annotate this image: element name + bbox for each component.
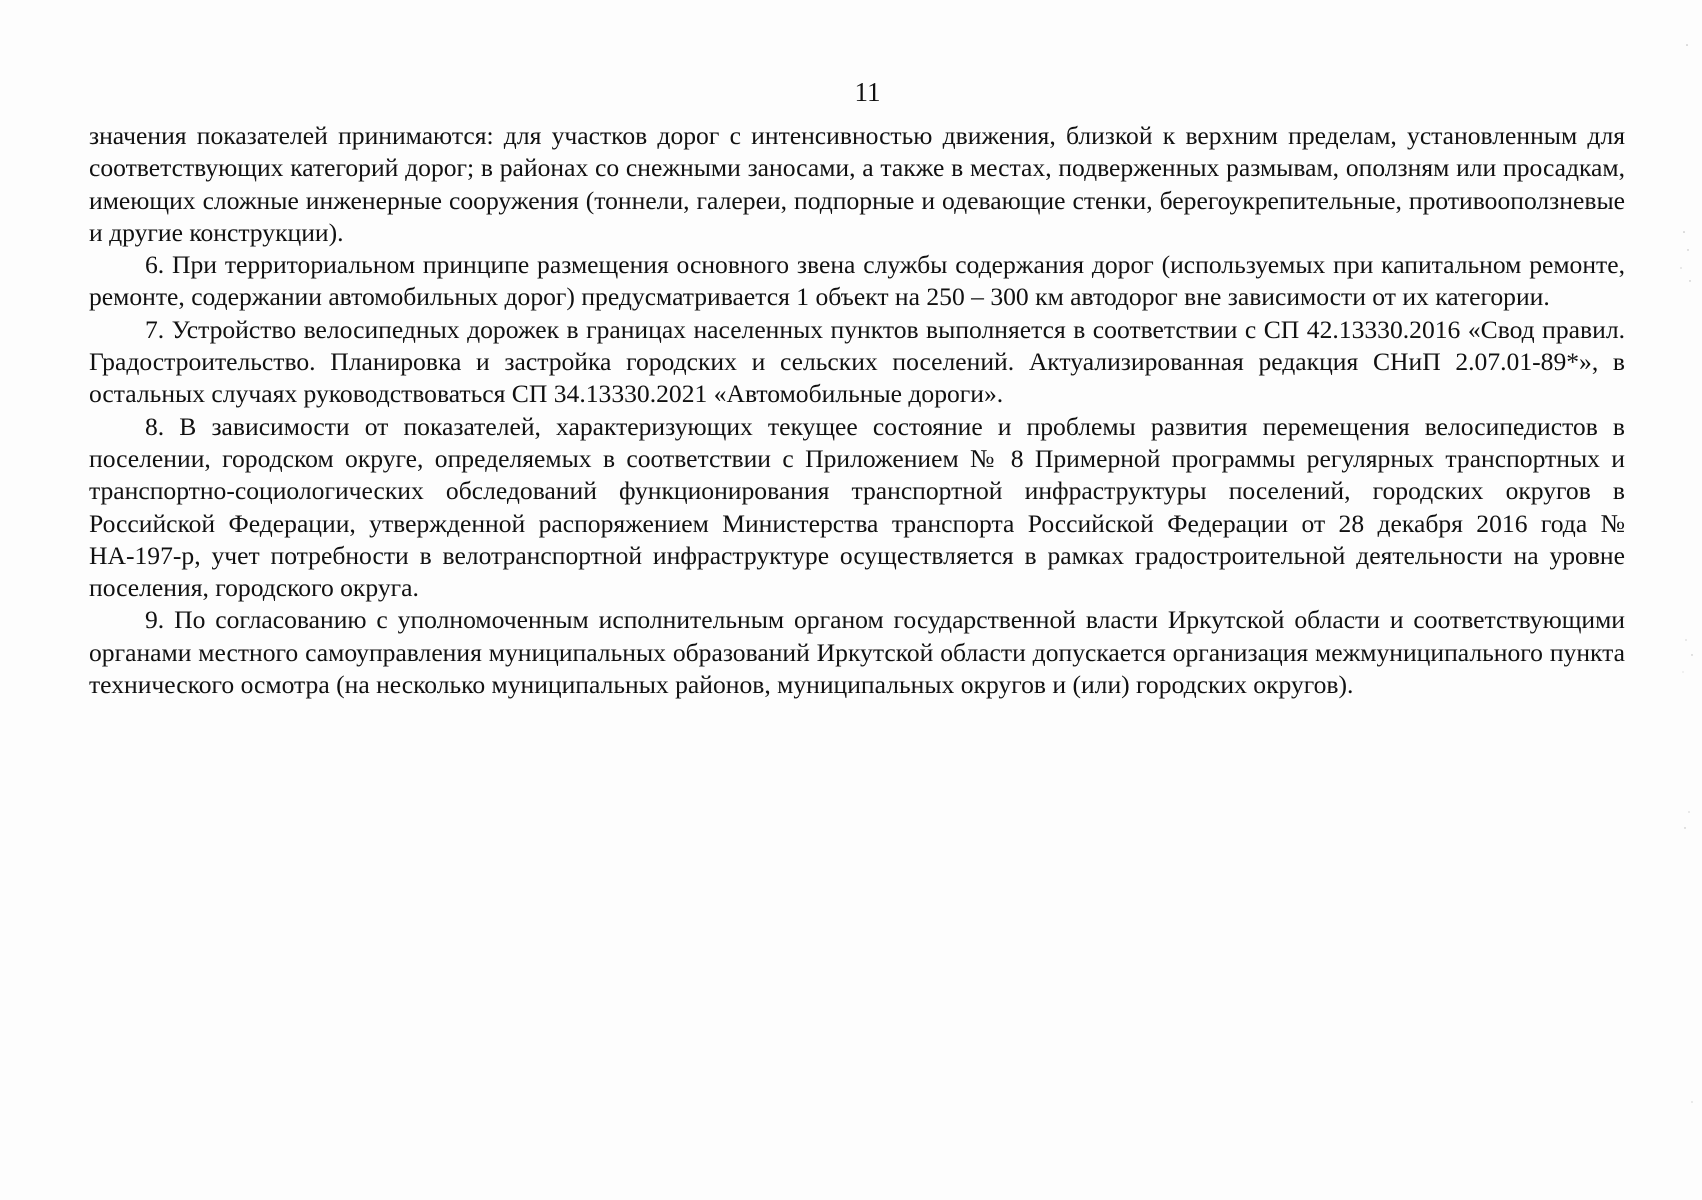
document-body	[89, 120, 1625, 701]
paragraph-item-9: 9. По согласованию с уполномоченным исполнительным органом государственной власти Иркутской области и соответствующими органами местного самоуправления муниципальных образований Иркутской области допускается организация межмуниципального пункта технического осмотра (на несколько муниципальных районов, муниципальных округов и (или) городских округов).	[89, 605, 1625, 700]
paragraph-continuation: значения показателей принимаются: для участков дорог с интенсивностью движения, близкой к верхним пределам, установленным для соответствующих категорий дорог; в районах со снежными заносами, а также в местах, подверженных размывам, оползням или просадкам, имеющих сложные инженерные сооружения (тоннели, галереи, подпорные и одевающие стенки, берегоукрепительные, противооползневые и другие конструкции).	[89, 121, 1625, 247]
page-number: 11	[854, 77, 881, 107]
paragraph-item-6: 6. При территориальном принципе размещения основного звена службы содержания дорог (используемых при капитальном ремонте, ремонте, содержании автомобильных дорог) предусматривается 1 объект на 250 – 300 км автодорог вне зависимости от их категории.	[89, 250, 1625, 312]
paragraph-item-7: 7. Устройство велосипедных дорожек в границах населенных пунктов выполняется в соответствии с СП 42.13330.2016 «Свод правил. Градостроительство. Планировка и застройка городских и сельских поселений. Актуализированная редакция СНиП 2.07.01-89*», в остальных случаях руководствоваться СП 34.13330.2021 «Автомобильные дороги».	[89, 314, 1625, 409]
paragraph-item-8: 8. В зависимости от показателей, характеризующих текущее состояние и проблемы развития перемещения велосипедистов в поселении, городском округе, определяемых в соответствии с Приложением № 8 Примерной программы регулярных транспортных и транспортно-социологических обследований функционирования транспортной инфраструктуры поселений, городских округов в Российской Федерации, утвержденной распоряжением Министерства транспорта Российской Федерации от 28 декабря 2016 года № НА-197-р, учет потребности в велотранспортной инфраструктуре осуществляется в рамках градостроительной деятельности на уровне поселения, городского округа.	[89, 411, 1625, 603]
scan-edge-noise	[1662, 0, 1702, 1200]
